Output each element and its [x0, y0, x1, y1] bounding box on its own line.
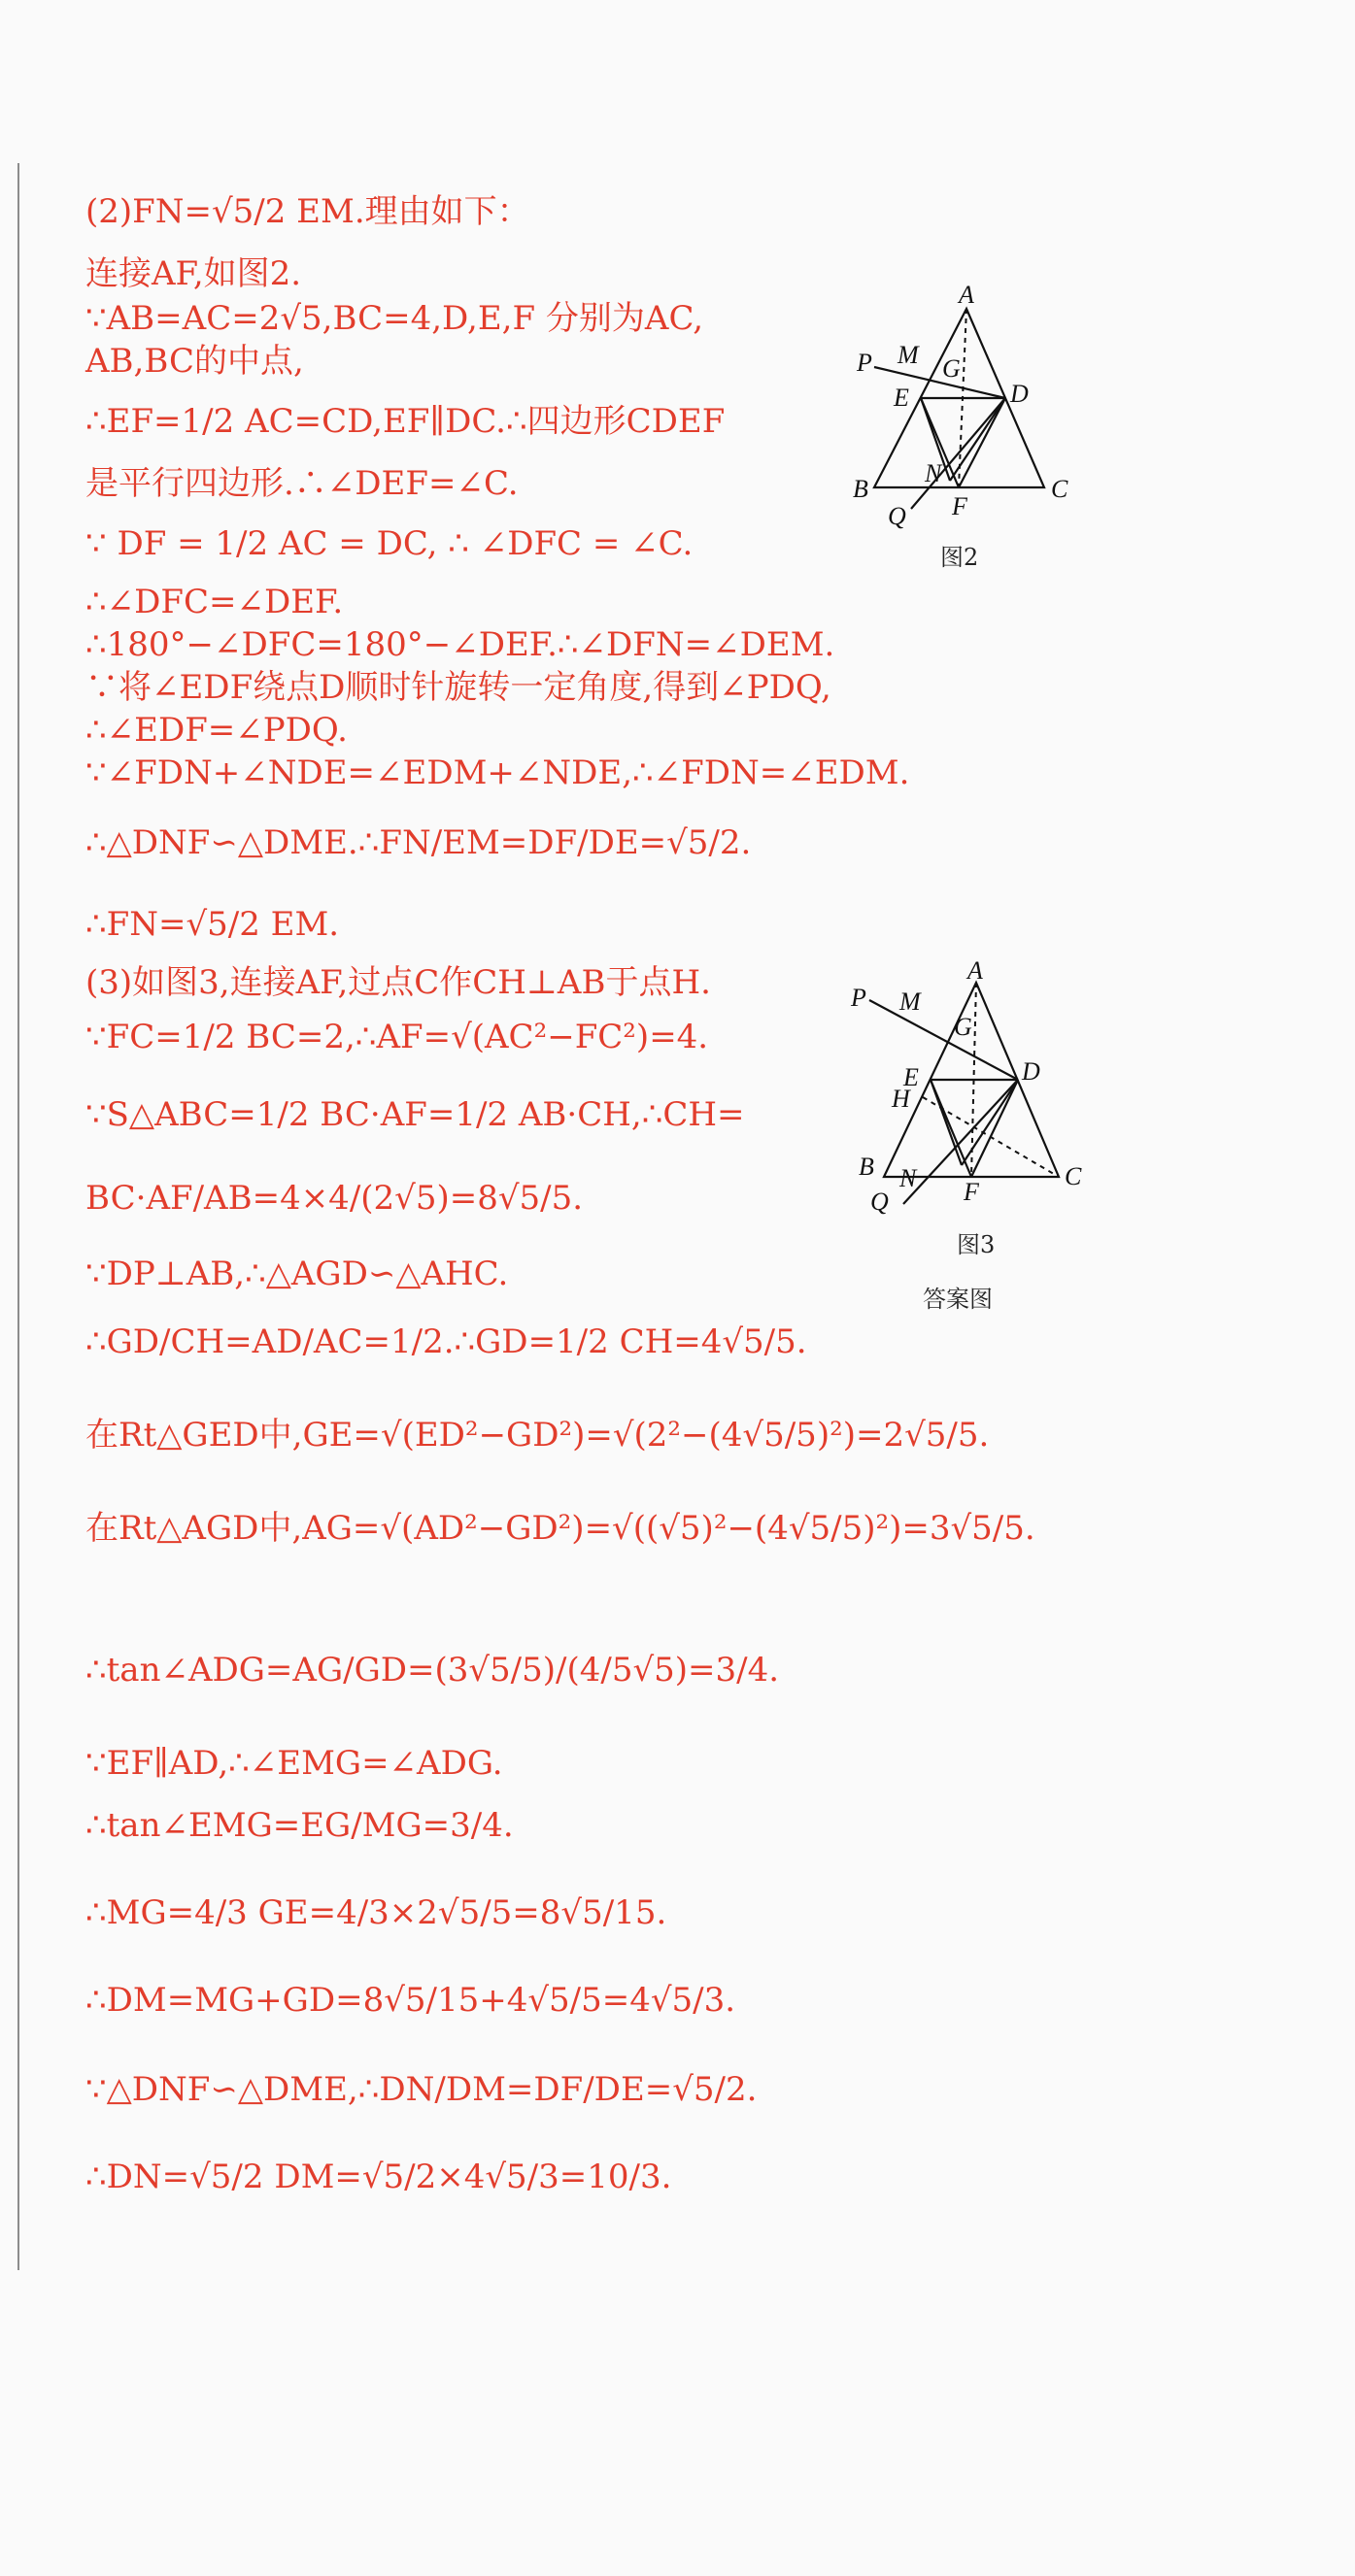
line-19: ∵DP⊥AB,∴△AGD∽△AHC.	[85, 1255, 509, 1293]
fig3-label-H: H	[892, 1085, 910, 1113]
line-22: 在Rt△AGD中,AG=√(AD²−GD²)=√((√5)²−(4√5/5)²)=3√5/5.	[85, 1509, 1035, 1548]
line-6: 是平行四边形.∴∠DEF=∠C.	[85, 464, 519, 503]
line-13: ∴△DNF∽△DME.∴FN/EM=DF/DE=√5/2.	[85, 823, 752, 862]
line-4: AB,BC的中点,	[85, 342, 304, 381]
line-9: ∴180°−∠DFC=180°−∠DEF.∴∠DFN=∠DEM.	[85, 625, 835, 664]
line-24: ∵EF∥AD,∴∠EMG=∠ADG.	[85, 1744, 503, 1783]
line-8: ∴∠DFC=∠DEF.	[85, 583, 344, 621]
line-28: ∵△DNF∽△DME,∴DN/DM=DF/DE=√5/2.	[85, 2070, 758, 2109]
line-10: ∵将∠EDF绕点D顺时针旋转一定角度,得到∠PDQ,	[85, 668, 831, 707]
line-26: ∴MG=4/3 GE=4/3×2√5/5=8√5/15.	[85, 1893, 667, 1932]
line-2: 连接AF,如图2.	[85, 254, 302, 293]
line-29: ∴DN=√5/2 DM=√5/2×4√5/3=10/3.	[85, 2158, 672, 2196]
figure-3	[845, 961, 1098, 1223]
fig2-label-A: A	[959, 282, 974, 309]
line-27: ∴DM=MG+GD=8√5/15+4√5/5=4√5/3.	[85, 1981, 736, 2020]
figure-3-caption: 图3	[957, 1231, 996, 1258]
fig2-label-N: N	[925, 459, 942, 487]
fig2-label-C: C	[1051, 475, 1068, 503]
fig3-label-D: D	[1022, 1057, 1040, 1086]
fig2-label-B: B	[853, 475, 868, 503]
fig3-label-Q: Q	[870, 1188, 889, 1216]
fig3-label-B: B	[859, 1153, 874, 1181]
line-20: ∴GD/CH=AD/AC=1/2.∴GD=1/2 CH=4√5/5.	[85, 1322, 807, 1361]
fig3-label-M: M	[899, 987, 921, 1016]
figure-2	[845, 282, 1078, 544]
line-11: ∴∠EDF=∠PDQ.	[85, 711, 348, 750]
fig3-label-N: N	[899, 1164, 917, 1192]
fig2-label-F: F	[952, 492, 967, 520]
line-21: 在Rt△GED中,GE=√(ED²−GD²)=√(2²−(4√5/5)²)=2√5/5.	[85, 1416, 990, 1455]
line-7: ∵ DF = 1/2 AC = DC, ∴ ∠DFC = ∠C.	[85, 524, 694, 563]
fig2-label-E: E	[894, 384, 909, 412]
line-23: ∴tan∠ADG=AG/GD=(3√5/5)/(4/5√5)=3/4.	[85, 1651, 780, 1689]
line-25: ∴tan∠EMG=EG/MG=3/4.	[85, 1806, 514, 1845]
fig3-label-E: E	[903, 1063, 919, 1091]
line-18: BC·AF/AB=4×4/(2√5)=8√5/5.	[85, 1179, 584, 1218]
fig2-label-P: P	[857, 349, 872, 377]
fig3-label-G: G	[954, 1013, 972, 1041]
fig3-label-P: P	[851, 984, 866, 1012]
line-3: ∵AB=AC=2√5,BC=4,D,E,F 分别为AC,	[85, 299, 704, 338]
line-15: (3)如图3,连接AF,过点C作CH⊥AB于点H.	[85, 963, 711, 1002]
fig2-label-D: D	[1010, 380, 1029, 408]
fig3-label-A: A	[967, 961, 983, 985]
page-margin-rule	[17, 163, 19, 2270]
figure-2-diagram	[845, 282, 1078, 544]
line-1: (2)FN=√5/2 EM.理由如下：	[85, 192, 530, 231]
fig3-label-C: C	[1065, 1162, 1082, 1190]
fig2-label-M: M	[898, 341, 919, 369]
answer-figure-caption: 答案图	[923, 1286, 993, 1313]
fig3-label-F: F	[964, 1178, 979, 1206]
fig2-label-G: G	[942, 354, 961, 383]
line-17: ∵S△ABC=1/2 BC·AF=1/2 AB·CH,∴CH=	[85, 1095, 745, 1134]
figure-3-diagram	[845, 961, 1098, 1223]
figure-2-caption: 图2	[940, 544, 979, 571]
line-14: ∴FN=√5/2 EM.	[85, 905, 340, 944]
line-5: ∴EF=1/2 AC=CD,EF∥DC.∴四边形CDEF	[85, 402, 726, 441]
line-12: ∵∠FDN+∠NDE=∠EDM+∠NDE,∴∠FDN=∠EDM.	[85, 753, 910, 792]
fig2-label-Q: Q	[888, 502, 906, 530]
line-16: ∵FC=1/2 BC=2,∴AF=√(AC²−FC²)=4.	[85, 1018, 709, 1056]
